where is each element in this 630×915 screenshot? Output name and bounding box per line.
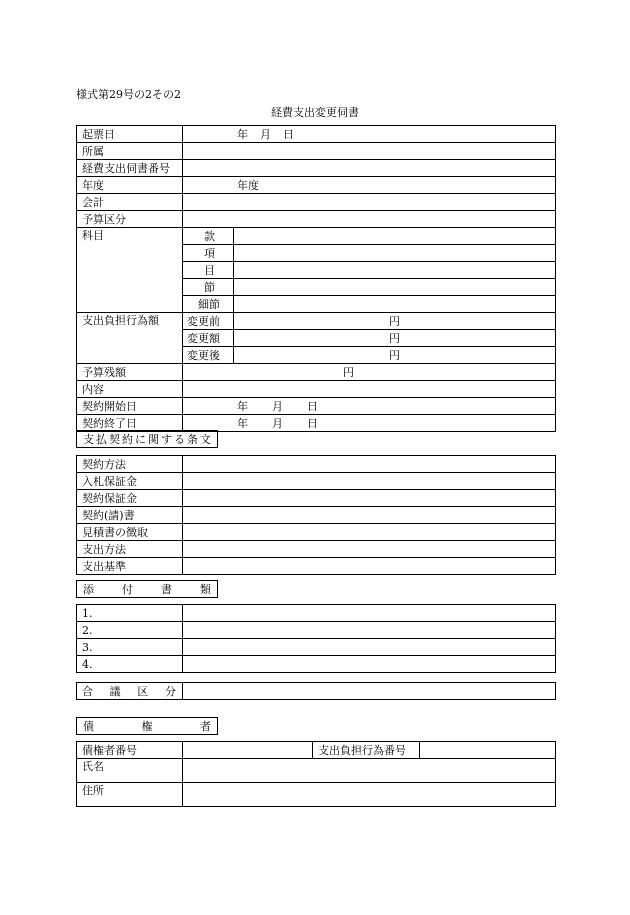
row-nendo: [77, 177, 556, 194]
contract-label: 契約方法: [77, 456, 183, 473]
creditor-number-label: 債権者番号: [77, 742, 183, 759]
shishutsu-sub-ato: 変更後: [183, 347, 234, 364]
contract-row: [77, 524, 556, 541]
creditor-row-address: [77, 783, 556, 807]
attachment-value: [183, 656, 556, 673]
contract-value: [183, 558, 556, 575]
heading-char: 類: [200, 583, 211, 596]
attachments-table: [76, 604, 556, 673]
label-kiketsu: 起票日: [77, 126, 183, 143]
creditor-name-value: [183, 759, 556, 783]
row-shishutsu-1: [77, 313, 556, 330]
contract-row: [77, 490, 556, 507]
row-kamoku-1: [77, 228, 556, 245]
contract-label: 契約(請)書: [77, 507, 183, 524]
value-bango: [183, 160, 556, 177]
kamoku-value-ko: [234, 245, 556, 262]
tsuki-text: 月: [272, 399, 283, 413]
contract-value: [183, 473, 556, 490]
contract-label: 契約保証金: [77, 490, 183, 507]
contract-label: 支出方法: [77, 541, 183, 558]
shishutsu-value-mae: 円: [234, 313, 556, 330]
attachment-number: 4.: [77, 656, 183, 673]
label-zangaku: 予算残額: [77, 364, 183, 381]
shishutsu-sub-gaku: 変更額: [183, 330, 234, 347]
kamoku-sub-kan: 款: [183, 228, 234, 245]
creditor-name-label: 氏名: [77, 759, 183, 783]
kamoku-sub-saisetsu: 細節: [183, 296, 234, 313]
hi-text: 日: [283, 127, 294, 141]
creditor-address-value: [183, 783, 556, 807]
heading-char: 債: [83, 720, 94, 733]
gougi-label: [77, 683, 183, 700]
heading-char: 者: [200, 720, 211, 733]
attachment-number: 1.: [77, 605, 183, 622]
contract-row: [77, 507, 556, 524]
attachment-value: [183, 605, 556, 622]
nen-text: 年: [237, 416, 248, 430]
value-nendo: 年度: [183, 177, 556, 194]
gougi-table: [76, 682, 556, 700]
contract-value: [183, 456, 556, 473]
creditor-table: [76, 741, 556, 807]
heading-char: 合: [82, 684, 93, 698]
attachment-row: [77, 622, 556, 639]
creditor-row-name: [77, 759, 556, 783]
contract-value: [183, 507, 556, 524]
value-kaishi: [183, 398, 556, 415]
heading-char: 議: [109, 684, 121, 698]
gougi-row: [77, 683, 556, 700]
label-yosan-kubun: 予算区分: [77, 211, 183, 228]
kamoku-sub-moku: 目: [183, 262, 234, 279]
row-kaishi: [77, 398, 556, 415]
value-kiketsu: [183, 126, 556, 143]
kamoku-value-saisetsu: [234, 296, 556, 313]
shishutsu-value-gaku: 円: [234, 330, 556, 347]
attachments-heading: [76, 580, 218, 598]
heading-char: 書: [161, 583, 172, 596]
attachment-row: [77, 639, 556, 656]
contract-value: [183, 490, 556, 507]
value-naiyo: [183, 381, 556, 398]
shishutsu-sub-mae: 変更前: [183, 313, 234, 330]
label-shishutsu: 支出負担行為額: [77, 313, 183, 364]
creditor-address-label: 住所: [77, 783, 183, 807]
row-bango: [77, 160, 556, 177]
contract-label: 支出基準: [77, 558, 183, 575]
contract-row: [77, 456, 556, 473]
hi-text: 日: [307, 416, 318, 430]
nen-text: 年: [237, 127, 248, 141]
attachment-number: 3.: [77, 639, 183, 656]
contract-row: [77, 473, 556, 490]
row-kaikei: [77, 194, 556, 211]
form-number: 様式第29号の2その2: [76, 88, 181, 101]
label-shuryo: 契約終了日: [77, 415, 183, 432]
value-shozoku: [183, 143, 556, 160]
label-kaikei: 会計: [77, 194, 183, 211]
contract-row: [77, 541, 556, 558]
creditor-number-value: [183, 742, 313, 759]
hi-text: 日: [307, 399, 318, 413]
row-zangaku: [77, 364, 556, 381]
label-shozoku: 所属: [77, 143, 183, 160]
commit-number-value: [420, 742, 556, 759]
creditor-row-number: [77, 742, 556, 759]
label-kaishi: 契約開始日: [77, 398, 183, 415]
value-shuryo: [183, 415, 556, 432]
attachment-row: [77, 605, 556, 622]
row-naiyo: [77, 381, 556, 398]
contract-label: 見積書の徴取: [77, 524, 183, 541]
label-naiyo: 内容: [77, 381, 183, 398]
kamoku-sub-ko: 項: [183, 245, 234, 262]
contract-value: [183, 541, 556, 558]
kamoku-value-setsu: [234, 279, 556, 296]
value-yosan-kubun: [183, 211, 556, 228]
gougi-value: [183, 683, 556, 700]
heading-char: 分: [164, 684, 176, 698]
attachment-value: [183, 639, 556, 656]
label-nendo: 年度: [77, 177, 183, 194]
attachment-row: [77, 656, 556, 673]
heading-char: 区: [137, 684, 149, 698]
heading-char: 権: [141, 720, 153, 733]
shishutsu-value-ato: 円: [234, 347, 556, 364]
heading-char: 添: [83, 583, 94, 596]
nen-text: 年: [237, 399, 248, 413]
row-yosan-kubun: [77, 211, 556, 228]
main-table: [76, 125, 556, 432]
creditor-heading: [76, 717, 218, 735]
kamoku-value-moku: [234, 262, 556, 279]
value-zangaku: 円: [183, 364, 556, 381]
attachment-number: 2.: [77, 622, 183, 639]
commit-number-label: 支出負担行為番号: [313, 742, 420, 759]
label-bango: 経費支出伺書番号: [77, 160, 183, 177]
contract-table: [76, 455, 556, 575]
kamoku-value-kan: [234, 228, 556, 245]
heading-char: 付: [122, 583, 133, 596]
attachment-value: [183, 622, 556, 639]
contract-heading: 支払契約に関する条文: [76, 430, 218, 448]
row-shuryo: [77, 415, 556, 432]
row-shozoku: [77, 143, 556, 160]
contract-row: [77, 558, 556, 575]
page-title: 経費支出変更伺書: [271, 106, 359, 119]
contract-value: [183, 524, 556, 541]
tsuki-text: 月: [260, 127, 271, 141]
value-kaikei: [183, 194, 556, 211]
tsuki-text: 月: [272, 416, 283, 430]
row-kiketsu: [77, 126, 556, 143]
label-kamoku: 科目: [77, 228, 183, 313]
kamoku-sub-setsu: 節: [183, 279, 234, 296]
contract-label: 入札保証金: [77, 473, 183, 490]
